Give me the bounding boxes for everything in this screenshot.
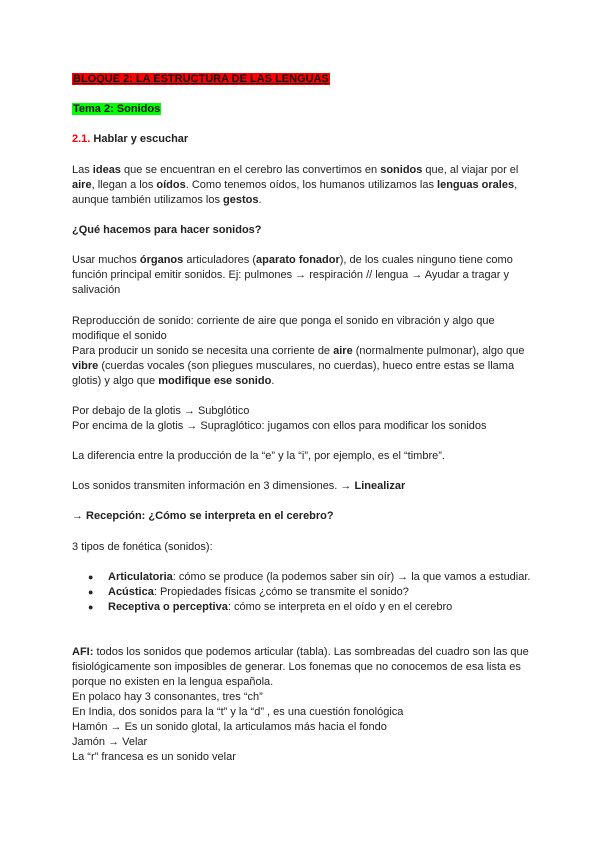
line-r-francesa: La “r” francesa es un sonido velar: [72, 751, 236, 763]
list-item: ● Articulatoria: cómo se produce (la podemos saber sin oír) → la que vamos a estudiar.: [72, 570, 532, 585]
paragraph-afi: AFI: todos los sonidos que podemos articular (tabla). Las sombreadas del cuadro son las que fisiológicamente son imposibles de generar. Los fonemas que no conocemos de esa lista es porque no existen en la lengua española.: [72, 646, 529, 688]
phonetics-list: [72, 570, 532, 615]
line-hamon: Hamón → Es un sonido glotal, la articulamos más hacia el fondo: [72, 721, 387, 733]
line-india: En India, dos sonidos para la “t” y la “d” , es una cuestión fonológica: [72, 706, 404, 718]
bloque-title: BLOQUE 2: LA ESTRUCTURA DE LAS LENGUAS: [73, 73, 329, 85]
paragraph-producir: Para producir un sonido se necesita una corriente de aire (normalmente pulmonar), algo que vibre (cuerdas vocales (son pliegues musculares, no cuerdas), hueco entre estas se llama glotis) y algo que modifique ese sonido.: [72, 345, 525, 387]
paragraph-dimensiones: Los sonidos transmiten información en 3 dimensiones. → Linealizar: [72, 480, 406, 492]
question-heading-1: ¿Qué hacemos para hacer sonidos?: [72, 224, 262, 236]
paragraph-timbre: La diferencia entre la producción de la “e” y la “i”, por ejemplo, es el “timbre”.: [72, 450, 445, 462]
paragraph-organos: Usar muchos órganos articuladores (aparato fonador), de los cuales ninguno tiene como función principal emitir sonidos. Ej: pulmones → respiración // lengua → Ayudar a tragar y salivación: [72, 254, 513, 296]
paragraph-tipos: 3 tipos de fonética (sonidos):: [72, 541, 213, 553]
line-subglotico: Por debajo de la glotis → Subglótico: [72, 405, 250, 417]
list-item: ● Receptiva o perceptiva: cómo se interpreta en el oído y en el cerebro: [72, 600, 532, 615]
list-item: ● Acústica: Propiedades físicas ¿cómo se transmite el sonido?: [72, 585, 532, 600]
paragraph-ideas: Las ideas que se encuentran en el cerebro las convertimos en sonidos que, al viajar por el aire, llegan a los oídos. Como tenemos oídos, los humanos utilizamos las lenguas orales, aunque también utilizamos los gestos.: [72, 164, 519, 206]
tema-title: Tema 2: Sonidos: [73, 103, 161, 115]
line-jamon: Jamón → Velar: [72, 736, 148, 748]
line-supraglotico: Por encima de la glotis → Supraglótico: jugamos con ellos para modificar los sonidos: [72, 420, 487, 432]
question-heading-2: → Recepción: ¿Cómo se interpreta en el cerebro?: [72, 510, 334, 522]
line-polaco: En polaco hay 3 consonantes, tres “ch”: [72, 691, 263, 703]
section-heading: 2.1. Hablar y escuchar: [72, 133, 189, 145]
paragraph-reproduccion: Reproducción de sonido: corriente de aire que ponga el sonido en vibración y algo que modifique el sonido: [72, 315, 495, 342]
